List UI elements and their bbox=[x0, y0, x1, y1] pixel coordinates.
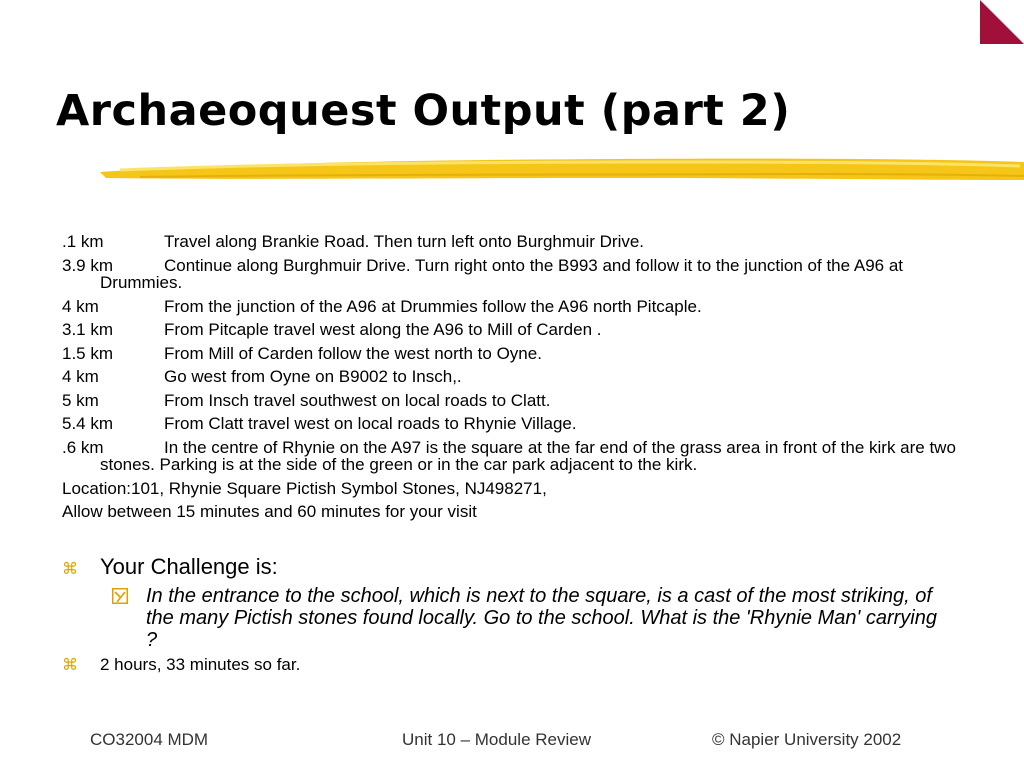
leg-text: From Pitcaple travel west along the A96 to Mill of Carden . bbox=[164, 320, 602, 339]
progress-text: 2 hours, 33 minutes so far. bbox=[100, 655, 301, 674]
route-leg bbox=[62, 321, 962, 339]
leg-text: Go west from Oyne on B9002 to Insch,. bbox=[164, 367, 462, 386]
slide-title: Archaeoquest Output (part 2) bbox=[56, 86, 791, 136]
location-line: Location:101, Rhynie Square Pictish Symbol Stones, NJ498271, bbox=[62, 478, 547, 498]
leg-text: Travel along Brankie Road. Then turn left onto Burghmuir Drive. bbox=[164, 232, 645, 251]
leg-text: From Clatt travel west on local roads to Rhynie Village. bbox=[164, 414, 577, 433]
route-directions bbox=[62, 233, 962, 527]
leg-distance: 4 km bbox=[62, 367, 99, 386]
leg-text: Continue along Burghmuir Drive. Turn right onto the B993 and follow it to the junction of the A96 at Drummies. bbox=[100, 255, 904, 292]
corner-accent bbox=[980, 0, 1024, 44]
footer-course: CO32004 MDM bbox=[90, 730, 209, 749]
leg-distance: 3.1 km bbox=[62, 320, 114, 339]
footer-unit: Unit 10 – Module Review bbox=[402, 730, 591, 749]
checkbox-bullet-icon bbox=[112, 588, 128, 604]
leg-text: In the centre of Rhynie on the A97 is the square at the far end of the grass area in front of the kirk are two stones. Parking is at the side of the green or in the car park adjacent to the kirk. bbox=[100, 437, 956, 474]
route-leg bbox=[62, 257, 962, 292]
challenge-heading: Your Challenge is: bbox=[100, 554, 278, 579]
route-leg bbox=[62, 392, 962, 410]
route-leg bbox=[62, 415, 962, 433]
leg-text: From Insch travel southwest on local roads to Clatt. bbox=[164, 390, 551, 410]
title-underline bbox=[100, 150, 1024, 190]
command-bullet-icon: ⌘ bbox=[62, 657, 78, 674]
leg-distance: 3.9 km bbox=[62, 255, 114, 275]
challenge-question-text: In the entrance to the school, which is next to the square, is a cast of the most striking, of the many Pictish stones found locally. Go to the school. What is the 'Rhynie Man' carrying ? bbox=[146, 585, 937, 651]
route-leg bbox=[62, 233, 962, 251]
footer-copyright: © Napier University 2002 bbox=[712, 730, 902, 749]
leg-distance: 4 km bbox=[62, 296, 99, 316]
leg-distance: 5 km bbox=[62, 390, 99, 410]
command-bullet-icon: ⌘ bbox=[62, 561, 78, 578]
leg-distance: 5.4 km bbox=[62, 414, 114, 433]
leg-distance: .6 km bbox=[62, 437, 104, 457]
leg-text: From Mill of Carden follow the west north to Oyne. bbox=[164, 343, 542, 363]
challenge-question bbox=[112, 585, 952, 651]
route-leg bbox=[62, 345, 962, 363]
leg-distance: 1.5 km bbox=[62, 343, 114, 363]
visit-time-line: Allow between 15 minutes and 60 minutes for your visit bbox=[62, 502, 477, 521]
route-leg bbox=[62, 298, 962, 316]
route-leg bbox=[62, 368, 962, 386]
leg-distance: .1 km bbox=[62, 232, 104, 251]
route-leg bbox=[62, 439, 962, 474]
leg-text: From the junction of the A96 at Drummies follow the A96 north Pitcaple. bbox=[164, 296, 702, 316]
